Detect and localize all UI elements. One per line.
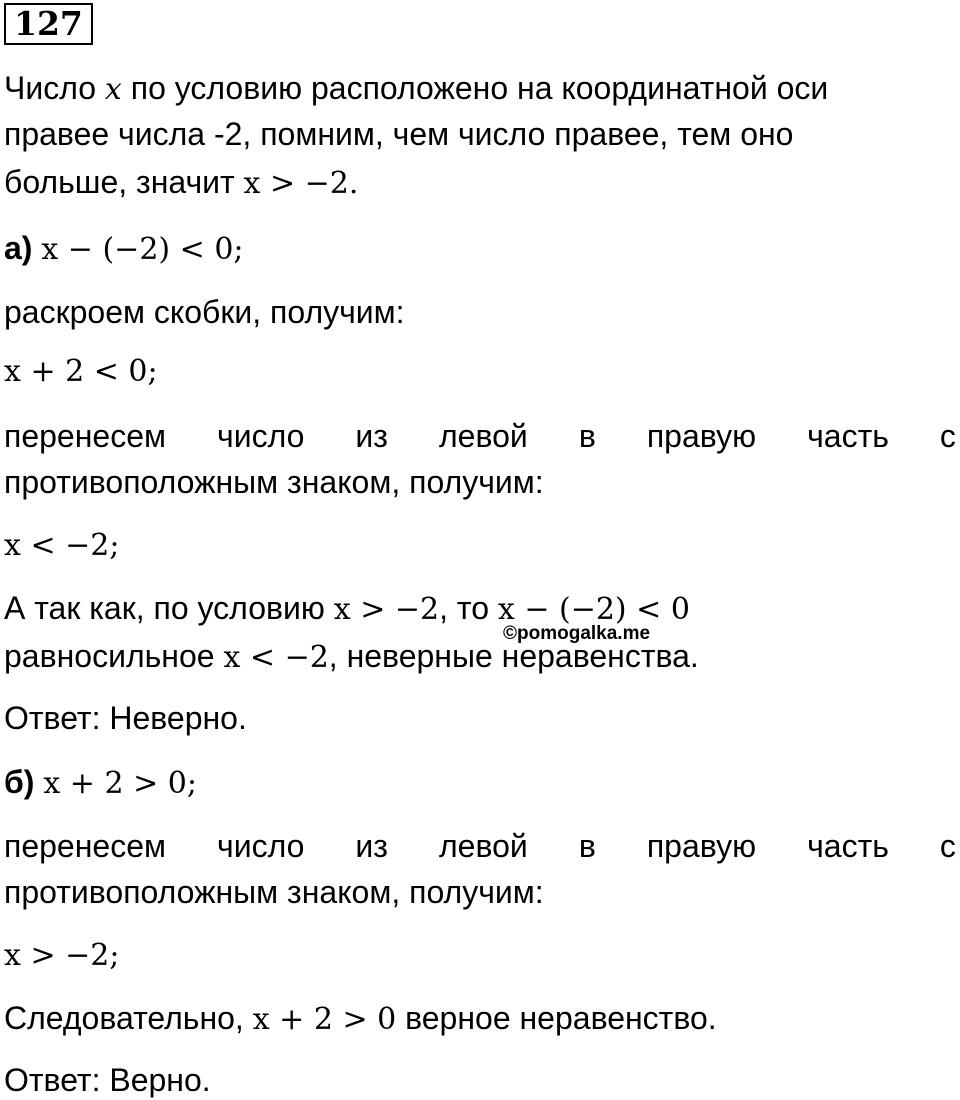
- word: перенесем: [4, 828, 166, 864]
- conclusion-text: верное неравенство.: [405, 1000, 717, 1036]
- math-expression: x + 2 > 0;: [43, 766, 197, 801]
- word: в: [578, 418, 596, 454]
- word: из: [355, 828, 388, 864]
- part-b-expression-2: x > −2;: [4, 938, 120, 973]
- part-a-expression-2: x + 2 < 0;: [4, 354, 158, 389]
- word: с: [939, 828, 956, 864]
- word: число: [217, 828, 305, 864]
- part-b-step-cont: противоположным знаком, получим:: [4, 874, 544, 910]
- word: перенесем: [4, 418, 166, 454]
- part-a-header: [4, 228, 244, 270]
- intro-line-2: правее числа -2, помним, чем число правее, тем оно: [4, 116, 794, 152]
- word: правую: [646, 418, 757, 454]
- part-a-step-2-cont: противоположным знаком, получим:: [4, 464, 544, 500]
- conclusion-text: равносильное: [4, 638, 215, 674]
- word: левой: [439, 828, 528, 864]
- intro-text: Число: [4, 70, 97, 106]
- part-a-step-1: раскроем скобки, получим:: [4, 294, 405, 330]
- word: из: [355, 418, 388, 454]
- part-a-answer: Ответ: Неверно.: [4, 700, 247, 736]
- math-expression: x < −2: [223, 640, 329, 675]
- problem-number: 127: [4, 3, 93, 45]
- word: левой: [439, 418, 528, 454]
- math-expression: x − (−2) < 0;: [41, 232, 244, 267]
- word: с: [939, 418, 956, 454]
- part-a-step-2: [4, 416, 956, 456]
- word: часть: [807, 828, 889, 864]
- conclusion-text: , то: [439, 590, 489, 626]
- intro-text: больше, значит: [4, 164, 235, 200]
- conclusion-text: Следовательно,: [4, 1000, 244, 1036]
- part-b-step: [4, 826, 956, 866]
- conclusion-text: , неверные неравенства.: [328, 638, 699, 674]
- intro-line-1: [4, 68, 828, 110]
- math-expression: x > −2: [333, 592, 440, 627]
- math-expression: x > −2.: [243, 166, 359, 201]
- word: часть: [807, 418, 889, 454]
- part-b-conclusion: [4, 998, 717, 1040]
- part-b-header: [4, 762, 197, 804]
- word: в: [578, 828, 596, 864]
- part-a-conclusion-2: [4, 636, 699, 678]
- intro-text: по условию расположено на координатной оси: [130, 70, 829, 106]
- part-b-label: б): [4, 764, 35, 800]
- word: число: [217, 418, 305, 454]
- word: правую: [646, 828, 757, 864]
- part-a-label: а): [4, 230, 33, 266]
- watermark: ©pomogalka.me: [503, 623, 651, 644]
- math-variable: x: [104, 72, 122, 107]
- math-expression: x − (−2) < 0: [497, 592, 690, 627]
- part-b-answer: Ответ: Верно.: [4, 1062, 211, 1098]
- math-expression: x + 2 > 0: [252, 1002, 397, 1037]
- conclusion-text: А так как, по условию: [4, 590, 325, 626]
- intro-line-3: [4, 162, 358, 204]
- part-a-expression-3: x < −2;: [4, 528, 120, 563]
